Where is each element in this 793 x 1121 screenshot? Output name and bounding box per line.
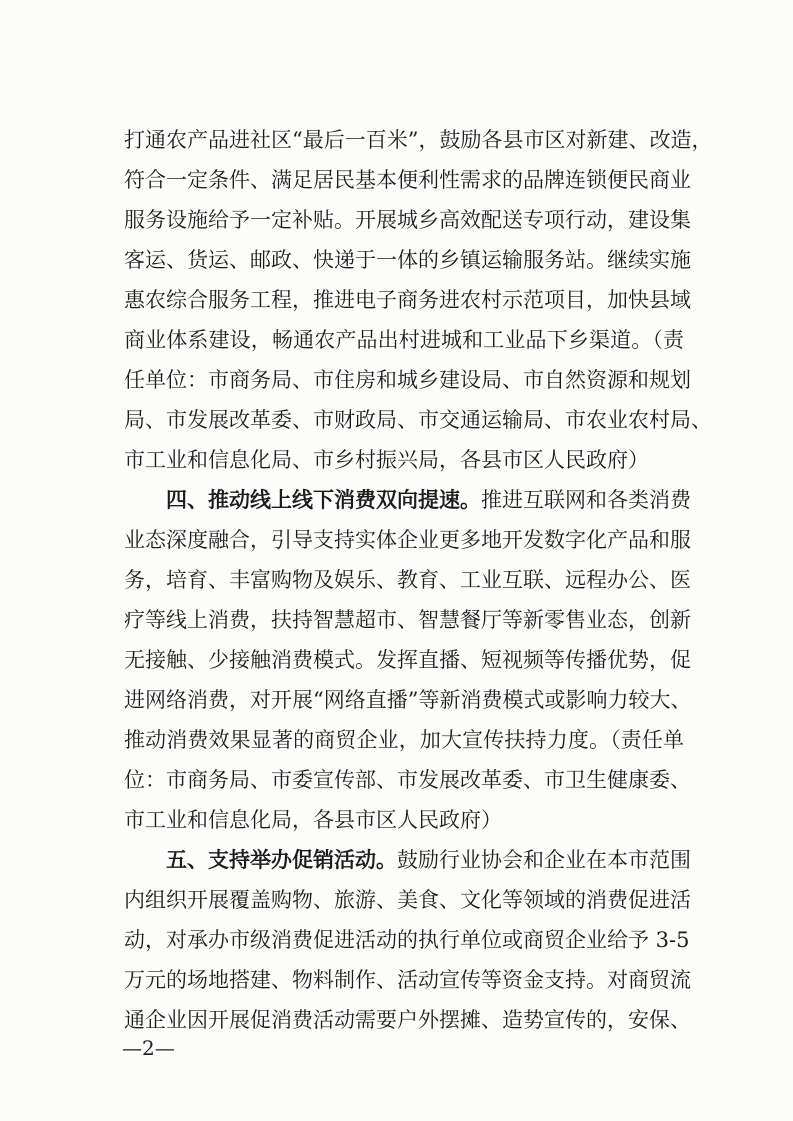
text-line: 商业体系建设，畅通农产品出村进城和工业品下乡渠道。（责 — [124, 328, 684, 352]
text-line: 推动消费效果显著的商贸企业，加大宣传扶持力度。（责任单 — [124, 728, 684, 752]
page-number: —2— — [122, 1036, 175, 1060]
text-line: 惠农综合服务工程，推进电子商务进农村示范项目，加快县域 — [124, 288, 691, 312]
text-line: 内组织开展覆盖购物、旅游、美食、文化等领域的消费促进活 — [124, 888, 691, 912]
text-line: 客运、货运、邮政、快递于一体的乡镇运输服务站。继续实施 — [124, 248, 691, 272]
text-line: 服务设施给予一定补贴。开展城乡高效配送专项行动，建设集 — [124, 208, 691, 232]
text-line: 无接触、少接触消费模式。发挥直播、短视频等传播优势，促 — [124, 648, 691, 672]
section-5-intro: 鼓励行业协会和企业在本市范围 — [397, 848, 691, 872]
text-line: 务，培育、丰富购物及娱乐、教育、工业互联、远程办公、医 — [124, 568, 691, 592]
text-line: 任单位：市商务局、市住房和城乡建设局、市自然资源和规划 — [124, 368, 691, 392]
section-5-first-line — [166, 848, 691, 872]
text-line: 符合一定条件、满足居民基本便利性需求的品牌连锁便民商业 — [124, 168, 691, 192]
text-line: 市工业和信息化局、市乡村振兴局，各县市区人民政府） — [124, 448, 649, 472]
text-line: 市工业和信息化局，各县市区人民政府） — [124, 808, 502, 832]
text-line: 位：市商务局、市委宣传部、市发展改革委、市卫生健康委、 — [124, 768, 691, 792]
text-line: 动，对承办市级消费促进活动的执行单位或商贸企业给予 3-5 — [124, 928, 690, 952]
text-line: 进网络消费，对开展“网络直播”等新消费模式或影响力较大、 — [124, 688, 692, 712]
text-line: 万元的场地搭建、物料制作、活动宣传等资金支持。对商贸流 — [124, 968, 691, 992]
section-4-first-line — [166, 488, 691, 512]
text-line: 局、市发展改革委、市财政局、市交通运输局、市农业农村局、 — [124, 408, 712, 432]
text-line: 业态深度融合，引导支持实体企业更多地开发数字化产品和服 — [124, 528, 691, 552]
section-4-intro: 推进互联网和各类消费 — [481, 488, 691, 512]
text-line: 打通农产品进社区“最后一百米”，鼓励各县市区对新建、改造， — [124, 128, 713, 152]
section-4-heading: 四、推动线上线下消费双向提速。 — [166, 488, 481, 512]
text-line: 疗等线上消费，扶持智慧超市、智慧餐厅等新零售业态，创新 — [124, 608, 691, 632]
text-line: 通企业因开展促消费活动需要户外摆摊、造势宣传的，安保、 — [124, 1008, 691, 1032]
section-5-heading: 五、支持举办促销活动。 — [166, 848, 397, 872]
